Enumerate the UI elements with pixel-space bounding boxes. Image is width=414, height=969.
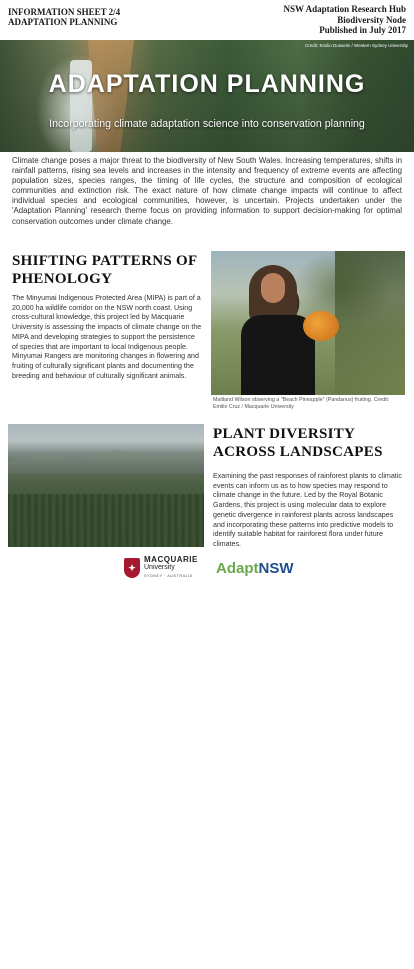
sheet-theme: ADAPTATION PLANNING: [8, 17, 118, 27]
header: [0, 0, 414, 40]
macquarie-tagline: SYDNEY · AUSTRALIA: [144, 574, 193, 578]
adaptnsw-logo: [216, 558, 294, 578]
photo-pandanus-fruit: [303, 311, 339, 341]
sheet-label: [8, 7, 120, 27]
photo-foliage: [335, 251, 405, 395]
section-title-phenology: SHIFTING PATTERNS OF PHENOLOGY: [12, 253, 197, 287]
hero-title: ADAPTATION PLANNING: [48, 70, 366, 98]
macquarie-sub: University: [144, 564, 175, 571]
nsw-wordmark: NSW: [258, 559, 294, 577]
photo-person-face: [261, 273, 285, 303]
macquarie-name: MACQUARIE: [144, 555, 198, 564]
section-body-phenology: The Minyumai Indigenous Protected Area (MIPA) is part of a 20,000 ha wildlife corridor on the NSW north coast. Using cross-cultural knowledge, this project led by Macquarie University is assessing the impacts of climate change on the MIPA and developing strategies to support the persistence of species that are important to local Indigenous people. Minyumai Rangers are monitoring changes in flowering and fruiting of culturally significant plants and documenting the breeding and behaviour of culturally significant animals.: [12, 294, 202, 380]
photo-forest-canopy: [8, 494, 204, 547]
intro-paragraph: Climate change poses a major threat to the biodiversity of New South Wales. Increasing temperatures, shifts in rainfall patterns, rising sea levels and increases in the intensity and frequency of extreme events are affecting population sizes, species ranges, the timing of life cycles, the structure and composition of ecological communities and extinction risk. The exact nature of how climate change impacts will continue to affect individual species and ecological communities, however, is uncertain. Projects undertaken under the 'Adaptation Planning' research theme focus on providing information to support decision-making for optimal conservation outcomes under climate change.: [12, 156, 402, 226]
section-title-plant-diversity: PLANT DIVERSITY ACROSS LANDSCAPES: [213, 426, 383, 460]
macquarie-logo: [124, 555, 198, 581]
section-body-plant-diversity: Examining the past responses of rainforest plants to climatic events can inform us as to how species may respond to climate change in the future. Led by the Royal Botanic Gardens, this project is using molecular data to explore genetic divergence in rainforest plants across landscapes and incorporating these patterns into predictive models to identify suitable habitat for rainforest flora under future climates.: [213, 472, 402, 548]
sheet-number: INFORMATION SHEET 2/4: [8, 7, 121, 17]
hub-name: NSW Adaptation Research Hub: [283, 4, 406, 14]
ranger-photo-caption: Maitland Wilson observing a "Beach Pineapple" (Pandanus) fruiting. Credit: Emilio Cruz / Macquarie University: [213, 397, 390, 410]
hero-photo-credit: Credit: Emilio Dusseini / Western Sydney University: [305, 43, 408, 48]
hub-node: Biodiversity Node: [337, 14, 406, 25]
macquarie-shield-icon: ✦: [124, 558, 140, 578]
photo-mountain-ridge: [8, 444, 204, 474]
macquarie-wordmark: [144, 556, 198, 580]
ranger-photo: [211, 251, 405, 395]
adapt-wordmark: Adapt: [216, 559, 259, 577]
hero-banner: [0, 40, 414, 152]
hub-label: [284, 4, 406, 36]
hero-subtitle: Incorporating climate adaptation science into conservation planning: [49, 118, 365, 130]
publish-date: Published in July 2017: [319, 25, 406, 35]
national-park-photo-caption: Warrumbungle National Park. Credit: Simone Cottrell / OEH: [18, 963, 158, 969]
